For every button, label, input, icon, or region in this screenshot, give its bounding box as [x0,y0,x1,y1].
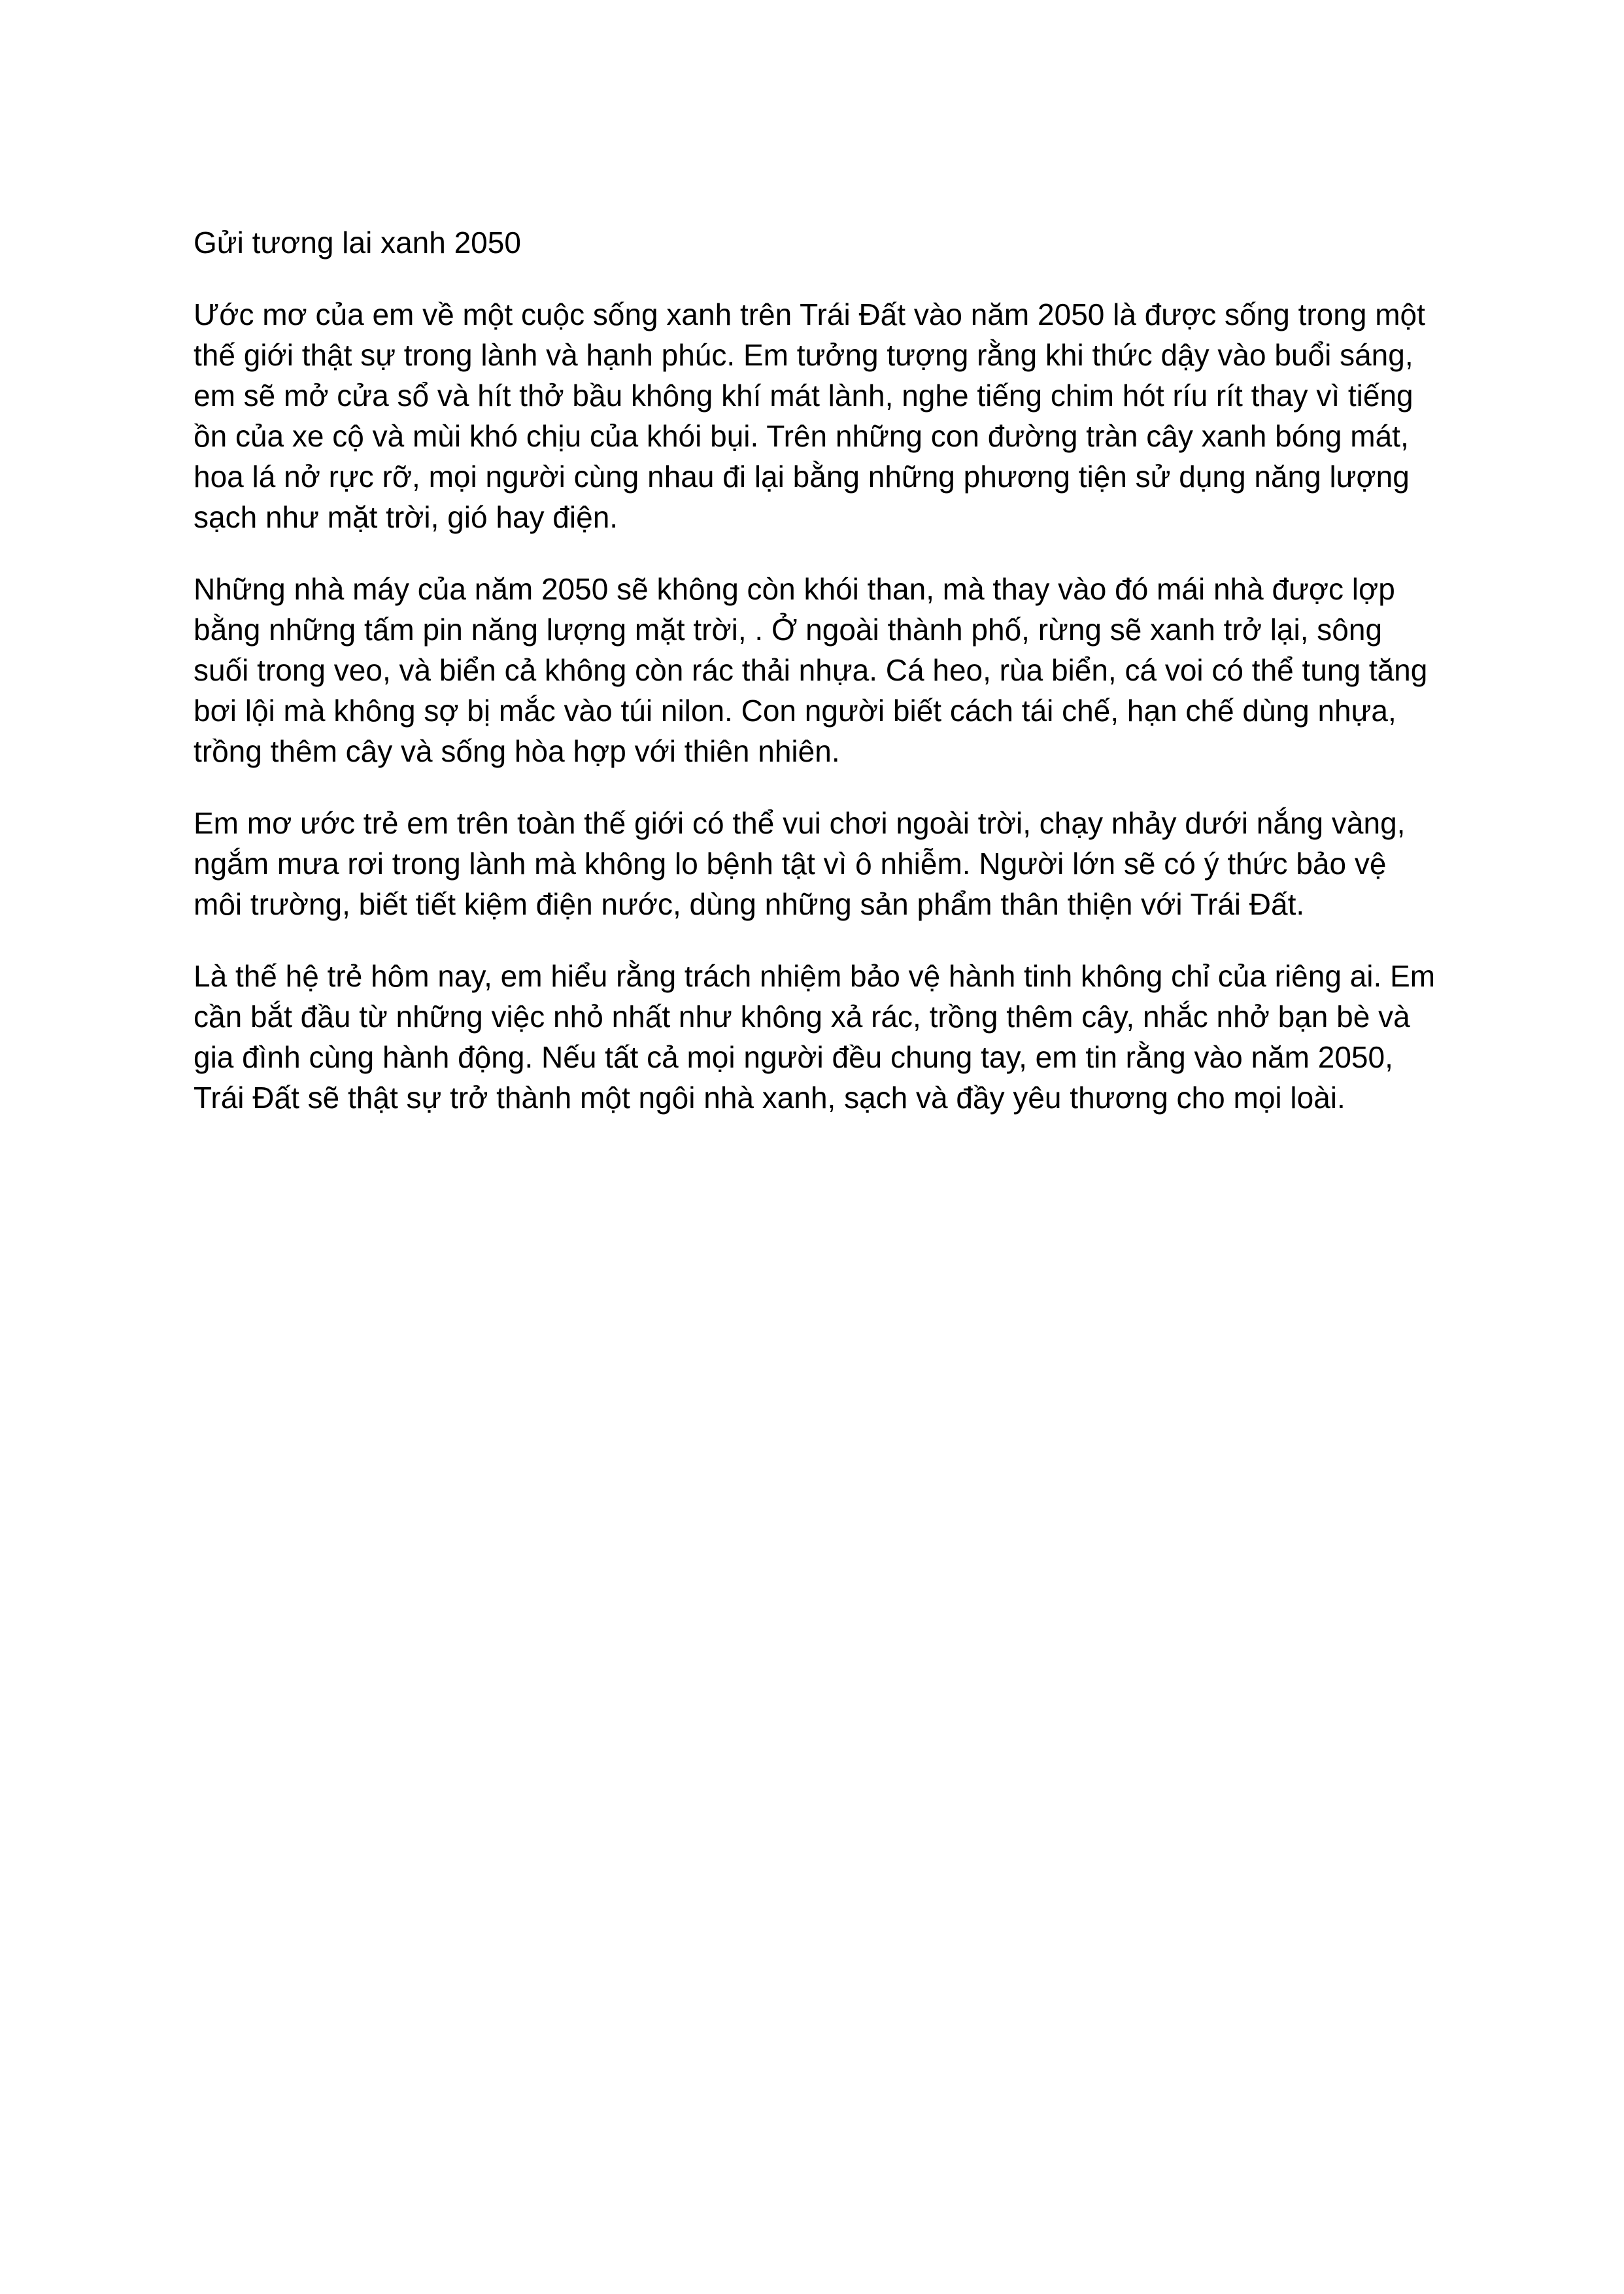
paragraph-children-adults: Em mơ ước trẻ em trên toàn thế giới có thể vui chơi ngoài trời, chạy nhảy dưới nắng vàng, ngắm mưa rơi trong lành mà không lo bệnh tật vì ô nhiễm. Người lớn sẽ có ý thức bảo vệ môi trường, biết tiết kiệm điện nước, dùng những sản phẩm thân thiện với Trái Đất. [194,806,1406,921]
document-content [194,222,1436,1149]
document-title: Gửi tương lai xanh 2050 [194,226,521,260]
paragraph-responsibility-closing: Là thế hệ trẻ hôm nay, em hiểu rằng trách nhiệm bảo vệ hành tinh không chỉ của riêng ai. Em cần bắt đầu từ những việc nhỏ nhất như không xả rác, trồng thêm cây, nhắc nhở bạn bè và gia đình cùng hành động. Nếu tất cả mọi người đều chung tay, em tin rằng vào năm 2050, Trái Đất sẽ thật sự trở thành một ngôi nhà xanh, sạch và đầy yêu thương cho mọi loài. [194,959,1436,1115]
paragraph-dream-intro: Ước mơ của em về một cuộc sống xanh trên Trái Đất vào năm 2050 là được sống trong một thế giới thật sự trong lành và hạnh phúc. Em tưởng tượng rằng khi thức dậy vào buổi sáng, em sẽ mở cửa sổ và hít thở bầu không khí mát lành, nghe tiếng chim hót ríu rít thay vì tiếng ồn của xe cộ và mùi khó chịu của khói bụi. Trên những con đường tràn cây xanh bóng mát, hoa lá nở rực rỡ, mọi người cùng nhau đi lại bằng những phương tiện sử dụng năng lượng sạch như mặt trời, gió hay điện. [194,297,1425,534]
paragraph-factories-nature: Những nhà máy của năm 2050 sẽ không còn khói than, mà thay vào đó mái nhà được lợp bằng những tấm pin năng lượng mặt trời, . Ở ngoài thành phố, rừng sẽ xanh trở lại, sông suối trong veo, và biển cả không còn rác thải nhựa. Cá heo, rùa biển, cá voi có thể tung tăng bơi lội mà không sợ bị mắc vào túi nilon. Con người biết cách tái chế, hạn chế dùng nhựa, trồng thêm cây và sống hòa hợp với thiên nhiên. [194,572,1428,768]
